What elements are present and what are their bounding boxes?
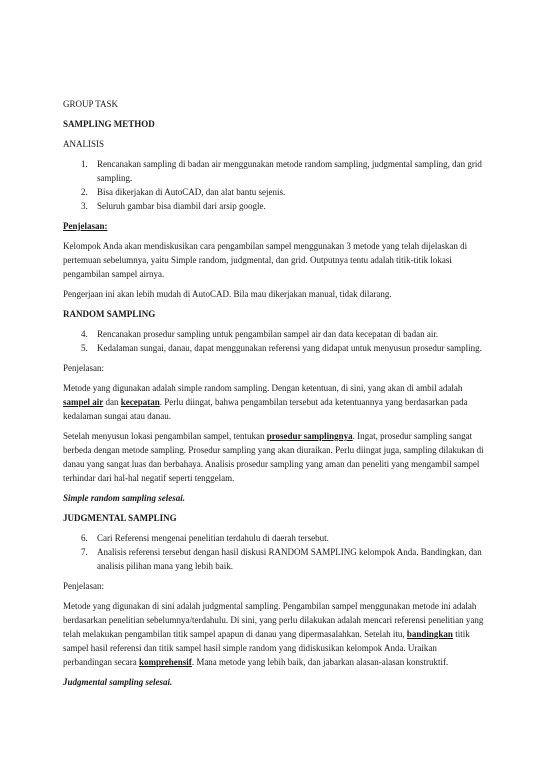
list-item xyxy=(63,157,487,185)
penjelasan-label: Penjelasan: xyxy=(63,363,104,373)
random-sampling-heading: RANDOM SAMPLING xyxy=(63,309,156,319)
emphasis-komprehensif: komprehensif xyxy=(138,657,192,667)
list-text: Rencanakan prosedur sampling untuk pengambilan sampel air dan data kecepatan di badan air. xyxy=(97,329,439,339)
list-number: 4. xyxy=(81,329,88,339)
list-number: 3. xyxy=(81,201,88,211)
list-text: Rencanakan sampling di badan air menggunakan metode random sampling, judgmental sampling, dan grid sampling. xyxy=(97,159,482,183)
list-number: 2. xyxy=(81,187,88,197)
penjelasan-heading: Penjelasan: xyxy=(63,221,108,231)
list-item xyxy=(63,341,487,355)
emphasis-bandingkan: bandingkan xyxy=(406,629,453,639)
list-number: 7. xyxy=(81,547,88,557)
penjelasan-label: Penjelasan: xyxy=(63,581,104,591)
emphasis-sampel-air: sampel air xyxy=(63,397,104,407)
list-number: 6. xyxy=(81,533,88,543)
judgmental-sampling-heading: JUDGMENTAL SAMPLING xyxy=(63,513,177,523)
task-list-1 xyxy=(63,157,487,213)
random-done-note: Simple random sampling selesai. xyxy=(63,493,186,503)
judgmental-done-note: Judgmental sampling selesai. xyxy=(63,677,173,687)
list-text: Cari Referensi mengenai penelitian terdahulu di daerah tersebut. xyxy=(97,533,329,543)
task-list-3 xyxy=(63,531,487,573)
autocad-paragraph: Pengerjaan ini akan lebih mudah di AutoCAD. Bila mau dikerjakan manual, tidak dilarang. xyxy=(63,289,392,299)
list-text: Bisa dikerjakan di AutoCAD, dan alat bantu sejenis. xyxy=(97,187,286,197)
list-text: Analisis referensi tersebut dengan hasil diskusi RANDOM SAMPLING kelompok Anda. Bandingkan, dan analisis pilihan mana yang lebih baik. xyxy=(97,547,482,571)
list-text: Kedalaman sungai, danau, dapat menggunakan referensi yang didapat untuk menyusun prosedur sampling. xyxy=(97,343,482,353)
sampling-method-heading: SAMPLING METHOD xyxy=(63,119,155,129)
list-text: Seluruh gambar bisa diambil dari arsip google. xyxy=(97,201,266,211)
list-item xyxy=(63,185,487,199)
list-item xyxy=(63,199,487,213)
group-task-heading: GROUP TASK xyxy=(63,99,119,109)
intro-paragraph: Kelompok Anda akan mendiskusikan cara pengambilan sampel menggunakan 3 metode yang telah dijelaskan di pertemuan sebelumnya, yaitu Simple random, judgmental, dan grid. Outputnya tentu adalah titik-titik lokasi pengambilan sampel airnya. xyxy=(63,241,468,279)
task-list-2 xyxy=(63,327,487,355)
emphasis-kecepatan: kecepatan xyxy=(120,397,160,407)
document-page xyxy=(63,97,487,695)
judgmental-paragraph: Metode yang digunakan di sini adalah judgmental sampling. Pengambilan sampel menggunakan metode ini adalah berdasarkan penelitian sebelumnya/terdahulu. Di sini, yang perlu dilakukan adalah mencari referensi penelitian yang telah melakukan pengambilan titik sampel apapun di danau yang dipermasalahkan. Setelah itu, bandingkan titik sampel hasil referensi dan titik sampel hasil simple random yang didiskusikan kelompok Anda. Uraikan perbandingan secara komprehensif. Mana metode yang lebih baik, dan jabarkan alasan-alasan konstruktif. xyxy=(63,601,484,667)
list-item xyxy=(63,327,487,341)
list-number: 5. xyxy=(81,343,88,353)
random-paragraph-1: Metode yang digunakan adalah simple random sampling. Dengan ketentuan, di sini, yang akan di ambil adalah sampel air dan kecepatan. Perlu diingat, bahwa pengambilan tersebut ada ketentuannya yang berdasarkan pada kedalaman sungai atau danau. xyxy=(63,383,468,421)
random-paragraph-2: Setelah menyusun lokasi pengambilan sampel, tentukan prosedur samplingnya. Ingat, prosedur sampling sangat berbeda dengan metode sampling. Prosedur sampling yang akan diuraikan. Perlu diingat juga, sampling dilakukan di danau yang sangat luas dan berbahaya. Analisis prosedur sampling yang aman dan peneliti yang mengambil sampel terhindar dari hal-hal negatif seperti tenggelam. xyxy=(63,431,484,483)
list-item xyxy=(63,545,487,573)
analisis-heading: ANALISIS xyxy=(63,139,105,149)
list-number: 1. xyxy=(81,159,88,169)
emphasis-prosedur: prosedur samplingnya xyxy=(266,431,353,441)
list-item xyxy=(63,531,487,545)
